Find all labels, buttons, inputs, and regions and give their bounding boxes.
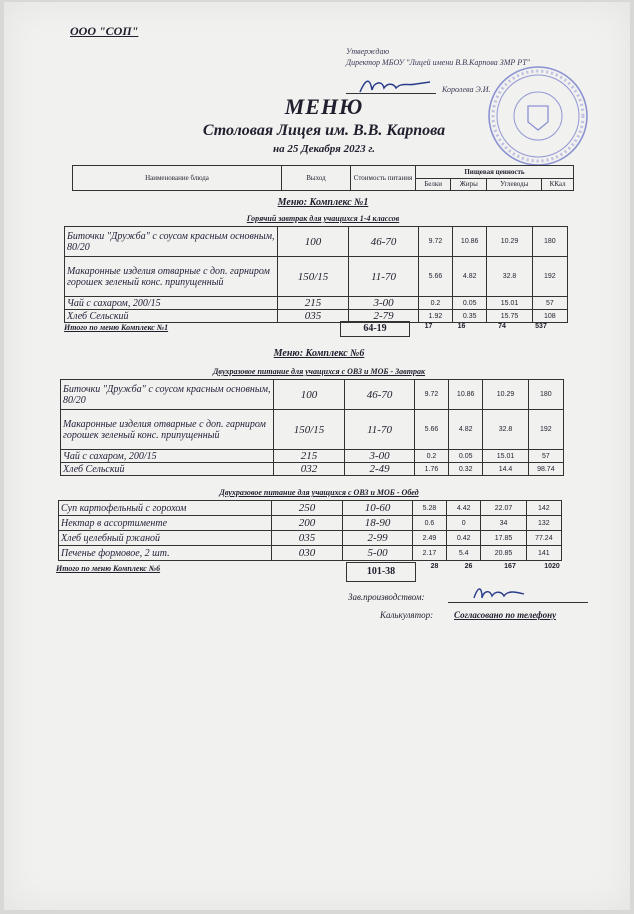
dish-price: 2-49: [345, 463, 415, 476]
header-carbs: Углеводы: [487, 178, 542, 191]
dish-kcal: 141: [526, 546, 561, 561]
dish-output: 250: [271, 501, 343, 516]
dish-fats: 4.42: [447, 501, 481, 516]
table-row: [59, 516, 562, 531]
dish-price: 2-79: [349, 310, 419, 323]
header-dish-name: Наименование блюда: [73, 166, 282, 191]
dish-fats: 0.32: [449, 463, 483, 476]
table-row: [65, 310, 568, 323]
approval-line-1: Утверждаю: [346, 47, 390, 56]
dish-carbs: 10.29: [483, 380, 528, 410]
dish-price: 5-00: [343, 546, 413, 561]
document-sheet: [4, 2, 630, 910]
dish-carbs: 14.4: [483, 463, 528, 476]
dish-kcal: 192: [528, 410, 563, 450]
dish-carbs: 34: [481, 516, 526, 531]
manager-signature: [470, 584, 530, 604]
dish-name: Макаронные изделия отварные с доп. гарниром горошек зеленый конс. припущенный: [65, 257, 278, 297]
dish-kcal: 142: [526, 501, 561, 516]
complex6-total-price: 101-38: [346, 562, 416, 582]
dish-name: Нектар в ассортименте: [59, 516, 272, 531]
table-row: [59, 501, 562, 516]
approval-line-2: Директор МБОУ "Лицей имени В.В.Карпова ЗМР РТ": [346, 58, 530, 67]
dish-output: 200: [271, 516, 343, 531]
dish-output: 100: [277, 227, 349, 257]
dish-carbs: 20.85: [481, 546, 526, 561]
dish-kcal: 132: [526, 516, 561, 531]
dish-price: 18-90: [343, 516, 413, 531]
header-price: Стоимость питания: [351, 166, 416, 191]
dish-kcal: 192: [532, 257, 567, 297]
header-fats: Жиры: [451, 178, 487, 191]
dish-fats: 0: [447, 516, 481, 531]
dish-fats: 0.35: [453, 310, 487, 323]
dish-price: 2-99: [343, 531, 413, 546]
dish-proteins: 5.66: [418, 257, 452, 297]
table-row: [61, 450, 564, 463]
dish-price: 10-60: [343, 501, 413, 516]
dish-proteins: 1.92: [418, 310, 452, 323]
dish-fats: 5.4: [447, 546, 481, 561]
company-name: ООО "СОП": [70, 24, 139, 38]
complex6-breakfast-table: [60, 379, 564, 476]
header-output: Выход: [282, 166, 351, 191]
dish-proteins: 0.2: [418, 297, 452, 310]
dish-price: 3-00: [345, 450, 415, 463]
dish-name: Биточки "Дружба" с соусом красным основным, 80/20: [61, 380, 274, 410]
complex6-lunch-table: [58, 500, 562, 561]
column-header-table: [72, 165, 574, 191]
complex6-total-carbs: 167: [504, 563, 516, 570]
dish-output: 215: [277, 297, 349, 310]
dish-proteins: 2.17: [412, 546, 446, 561]
dish-fats: 10.86: [453, 227, 487, 257]
complex6-total-proteins: 28: [430, 563, 439, 570]
table-row: [59, 546, 562, 561]
dish-fats: 4.82: [453, 257, 487, 297]
dish-name: Хлеб Сельский: [61, 463, 274, 476]
dish-proteins: 9.72: [414, 380, 448, 410]
dish-output: 100: [273, 380, 345, 410]
menu-date: на 25 Декабря 2023 г.: [273, 143, 375, 155]
dish-kcal: 98.74: [528, 463, 563, 476]
dish-name: Биточки "Дружба" с соусом красным основным, 80/20: [65, 227, 278, 257]
dish-kcal: 77.24: [526, 531, 561, 546]
dish-fats: 0.42: [447, 531, 481, 546]
dish-output: 150/15: [273, 410, 345, 450]
header-nutrition: Пищевая ценность: [416, 166, 574, 179]
complex1-total-label: Итого по меню Комплекс №1: [64, 323, 169, 332]
table-row: [61, 410, 564, 450]
dish-carbs: 10.29: [487, 227, 532, 257]
complex6-lunch-subtitle: Двухразовое питание для учащихся с ОВЗ и МОБ - Обед: [219, 488, 419, 497]
calculator-label: Калькулятор:: [380, 610, 434, 620]
complex1-total-fats: 16: [457, 323, 466, 330]
complex1-total-price: 64-19: [340, 321, 410, 337]
dish-proteins: 5.28: [412, 501, 446, 516]
table-row: [65, 227, 568, 257]
dish-name: Суп картофельный с горохом: [59, 501, 272, 516]
complex6-total-fats: 26: [464, 563, 473, 570]
complex6-breakfast-subtitle: Двухразовое питание для учащихся с ОВЗ и МОБ - Завтрак: [212, 367, 426, 376]
dish-carbs: 15.01: [483, 450, 528, 463]
complex1-title: Меню: Комплекс №1: [277, 197, 369, 208]
dish-output: 150/15: [277, 257, 349, 297]
director-name: Королева Э.И.: [442, 85, 491, 94]
dish-fats: 4.82: [449, 410, 483, 450]
dish-name: Чай с сахаром, 200/15: [61, 450, 274, 463]
header-kcal: ККал: [542, 178, 574, 191]
dish-proteins: 5.66: [414, 410, 448, 450]
dish-name: Макаронные изделия отварные с доп. гарниром горошек зеленый конс. припущенный: [61, 410, 274, 450]
dish-output: 035: [277, 310, 349, 323]
dish-fats: 0.05: [453, 297, 487, 310]
complex6-title: Меню: Комплекс №6: [273, 348, 365, 359]
dish-price: 11-70: [345, 410, 415, 450]
dish-carbs: 15.75: [487, 310, 532, 323]
dish-proteins: 2.49: [412, 531, 446, 546]
calculator-value: Согласовано по телефону: [454, 610, 557, 620]
dish-proteins: 9.72: [418, 227, 452, 257]
dish-name: Чай с сахаром, 200/15: [65, 297, 278, 310]
dish-price: 46-70: [349, 227, 419, 257]
table-row: [59, 531, 562, 546]
dish-name: Печенье формовое, 2 шт.: [59, 546, 272, 561]
header-proteins: Белки: [416, 178, 451, 191]
dish-output: 215: [273, 450, 345, 463]
dish-output: 032: [273, 463, 345, 476]
dish-name: Хлеб целебный ржаной: [59, 531, 272, 546]
dish-name: Хлеб Сельский: [65, 310, 278, 323]
complex1-total-kcal: 537: [535, 323, 547, 330]
dish-price: 3-00: [349, 297, 419, 310]
dish-kcal: 108: [532, 310, 567, 323]
table-row: [61, 463, 564, 476]
dish-proteins: 0.2: [414, 450, 448, 463]
dish-kcal: 180: [532, 227, 567, 257]
table-row: [65, 257, 568, 297]
dish-kcal: 180: [528, 380, 563, 410]
dish-kcal: 57: [532, 297, 567, 310]
page-title: МЕНЮ: [284, 94, 364, 119]
dish-output: 030: [271, 546, 343, 561]
complex1-total-carbs: 74: [498, 323, 506, 330]
dish-kcal: 57: [528, 450, 563, 463]
page-subtitle: Столовая Лицея им. В.В. Карпова: [202, 122, 446, 139]
official-seal: [486, 64, 590, 168]
complex1-total-proteins: 17: [424, 323, 433, 330]
dish-carbs: 17.85: [481, 531, 526, 546]
table-row: [61, 380, 564, 410]
table-row: [65, 297, 568, 310]
dish-carbs: 32.8: [487, 257, 532, 297]
complex1-subtitle: Горячий завтрак для учащихся 1-4 классов: [246, 214, 400, 223]
dish-proteins: 0.6: [412, 516, 446, 531]
dish-output: 035: [271, 531, 343, 546]
dish-fats: 0.05: [449, 450, 483, 463]
dish-carbs: 15.01: [487, 297, 532, 310]
complex6-total-label: Итого по меню Комплекс №6: [56, 564, 161, 573]
dish-carbs: 22.07: [481, 501, 526, 516]
dish-carbs: 32.8: [483, 410, 528, 450]
dish-proteins: 1.76: [414, 463, 448, 476]
complex6-total-kcal: 1020: [544, 563, 560, 570]
dish-price: 11-70: [349, 257, 419, 297]
dish-fats: 10.86: [449, 380, 483, 410]
production-manager-label: Зав.производством:: [348, 592, 425, 602]
complex1-table: [64, 226, 568, 323]
dish-price: 46-70: [345, 380, 415, 410]
